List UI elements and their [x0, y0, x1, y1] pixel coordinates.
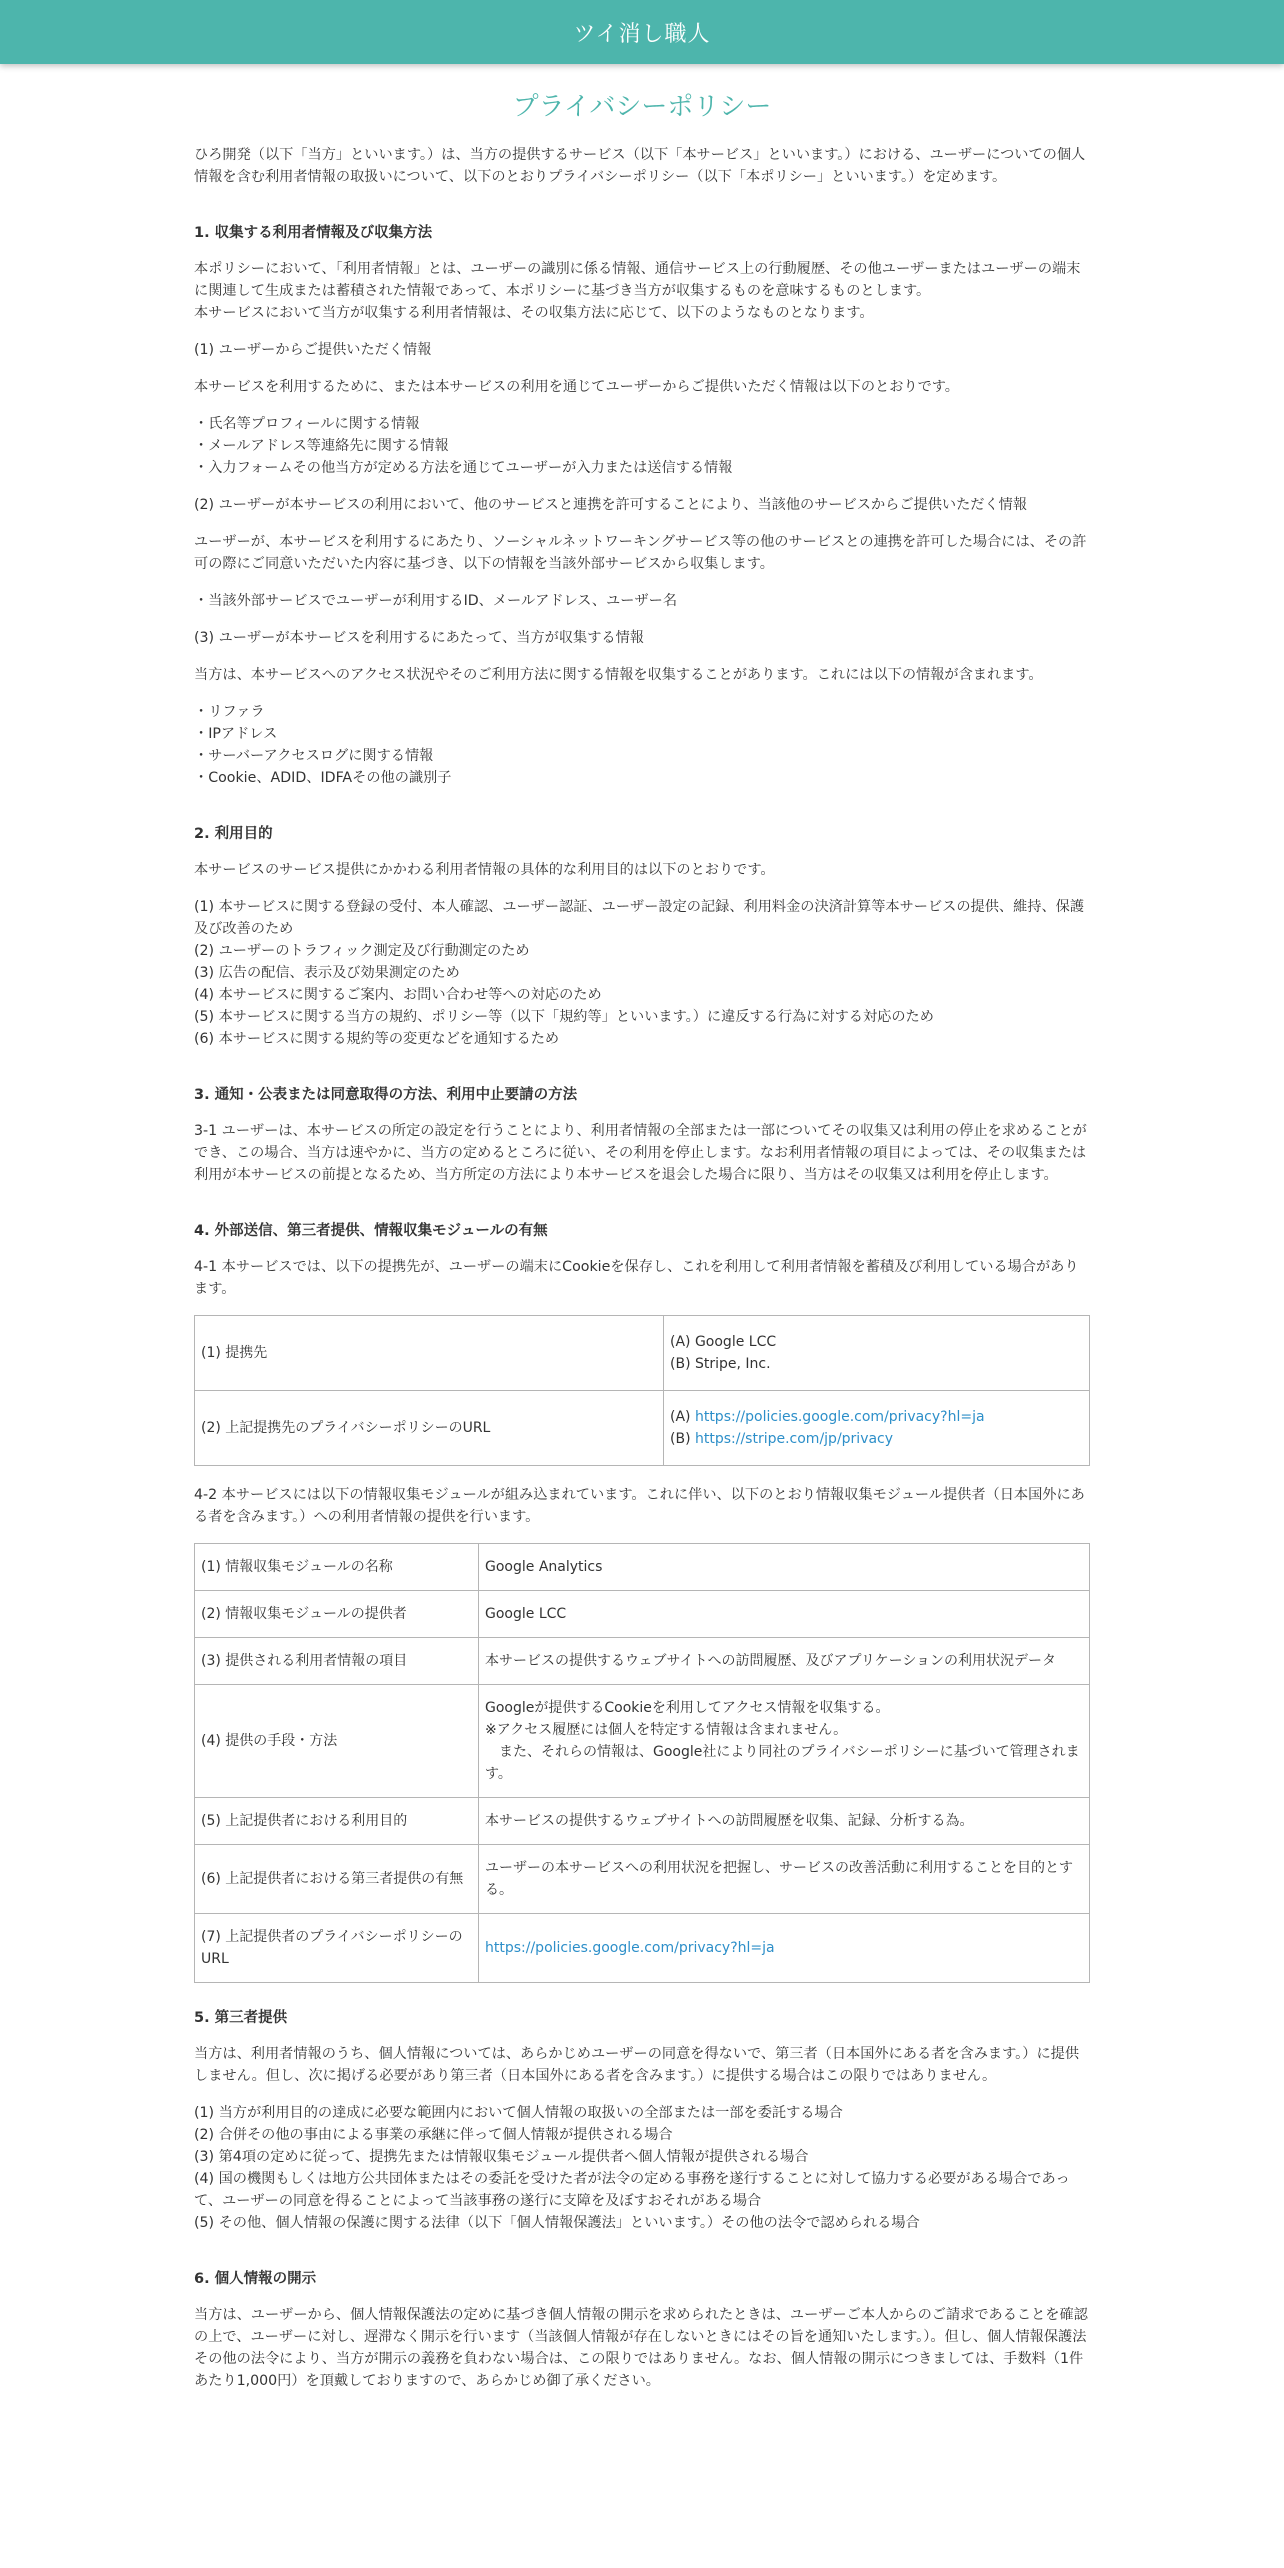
module-purpose-value: 本サービスの提供するウェブサイトへの訪問履歴を収集、記録、分析する為。 [479, 1798, 1090, 1845]
section-1-sub3-list: ・リファラ ・IPアドレス ・サーバーアクセスログに関する情報 ・Cookie、ADID、IDFAその他の識別子 [194, 704, 452, 786]
section-2-heading: 2. 利用目的 [194, 826, 273, 842]
section-1-sub1-list: ・氏名等プロフィールに関する情報 ・メールアドレス等連絡先に関する情報 ・入力フォームその他当方が定める方法を通じてユーザーが入力または送信する情報 [194, 416, 733, 476]
section-1-sub2-title: (2) ユーザーが本サービスの利用において、他のサービスと連携を許可することにより、当該他のサービスからご提供いただく情報 [194, 497, 1028, 513]
module-info-items-label: (3) 提供される利用者情報の項目 [195, 1638, 479, 1685]
section-1-sub2-desc: ユーザーが、本サービスを利用するにあたり、ソーシャルネットワーキングサービス等の他のサービスとの連携を許可した場合には、その許可の際にご同意いただいた内容に基づき、以下の情報を当該外部サービスから収集します。 [194, 534, 1087, 572]
section-4-heading: 4. 外部送信、第三者提供、情報収集モジュールの有無 [194, 1223, 548, 1239]
app-header [0, 0, 1284, 64]
partner-label: (1) 提携先 [195, 1316, 664, 1391]
module-info-items-value: 本サービスの提供するウェブサイトへの訪問履歴、及びアプリケーションの利用状況データ [479, 1638, 1090, 1685]
section-2-list: (1) 本サービスに関する登録の受付、本人確認、ユーザー認証、ユーザー設定の記録、利用料金の決済計算等本サービスの提供、維持、保護及び改善のため (2) ユーザーのトラフィック測定及び行動測定のため (3) 広告の配信、表示及び効果測定のため (4) 本サービスに関するご案内、お問い合わせ等への対応のため (5) 本サービスに関する当方の規約、ポリシー等（以下「規約等」といいます。）に違反する行為に対する対応のため (6) 本サービスに関する規約等の変更などを通知するため [194, 899, 1085, 1047]
page-title: プライバシーポリシー [512, 92, 772, 122]
module-table [194, 1543, 1090, 1983]
url-prefix-a: (A) [670, 1409, 695, 1425]
table-row [195, 1638, 1090, 1685]
section-1-sub1-title: (1) ユーザーからご提供いただく情報 [194, 342, 432, 358]
section-1-heading: 1. 収集する利用者情報及び収集方法 [194, 225, 433, 241]
table-row [195, 1316, 1090, 1391]
google-privacy-link[interactable]: https://policies.google.com/privacy?hl=ja [694, 1409, 985, 1425]
table-row [195, 1391, 1090, 1466]
section-3-desc: 3-1 ユーザーは、本サービスの所定の設定を行うことにより、利用者情報の全部または一部についてその収集又は利用の停止を求めることができ、この場合、当方は速やかに、当方の定めるところに従い、その利用を停止します。なお利用者情報の項目によっては、その収集または利用が本サービスの前提となるため、当方所定の方法により本サービスを退会した場合に限り、当方はその収集又は利用を停止します。 [194, 1123, 1087, 1183]
table-row [195, 1685, 1090, 1798]
section-6-desc: 当方は、ユーザーから、個人情報保護法の定めに基づき個人情報の開示を求められたときは、ユーザーご本人からのご請求であることを確認の上で、ユーザーに対し、遅滞なく開示を行います（当該個人情報が存在しないときにはその旨を通知いたします。）。但し、個人情報保護法その他の法令により、当方が開示の義務を負わない場合は、この限りではありません。なお、個人情報の開示につきましては、手数料（1件あたり1,000円）を頂戴しておりますので、あらかじめ御了承ください。 [194, 2307, 1088, 2389]
module-third-party-label: (6) 上記提供者における第三者提供の有無 [195, 1845, 479, 1914]
module-purpose-label: (5) 上記提供者における利用目的 [195, 1798, 479, 1845]
section-1-sub1-desc: 本サービスを利用するために、または本サービスの利用を通じてユーザーからご提供いただく情報は以下のとおりです。 [194, 379, 959, 395]
section-1-sub2-list: ・当該外部サービスでユーザーが利用するID、メールアドレス、ユーザー名 [194, 593, 678, 609]
url-prefix-b: (B) [670, 1431, 695, 1447]
partner-policy-url-value [664, 1391, 1090, 1466]
section-4-desc-2: 4-2 本サービスには以下の情報収集モジュールが組み込まれています。これに伴い、以下のとおり情報収集モジュール提供者（日本国外にある者を含みます。）への利用者情報の提供を行います。 [194, 1487, 1085, 1525]
partner-table [194, 1315, 1090, 1466]
partner-value: (A) Google LCC (B) Stripe, Inc. [664, 1316, 1090, 1391]
table-row [195, 1544, 1090, 1591]
section-5-heading: 5. 第三者提供 [194, 2010, 288, 2026]
module-method-value: Googleが提供するCookieを利用してアクセス情報を収集する。 ※アクセス履歴には個人を特定する情報は含まれません。 また、それらの情報は、Google社により同社のプライバシーポリシーに基づいて管理されます。 [479, 1685, 1090, 1798]
module-policy-url-label: (7) 上記提供者のプライバシーポリシーのURL [195, 1914, 479, 1983]
section-6-heading: 6. 個人情報の開示 [194, 2271, 317, 2287]
table-row [195, 1845, 1090, 1914]
stripe-privacy-link[interactable]: https://stripe.com/jp/privacy [694, 1431, 894, 1447]
section-1-paragraph: 本ポリシーにおいて、「利用者情報」とは、ユーザーの識別に係る情報、通信サービス上の行動履歴、その他ユーザーまたはユーザーの端末に関連して生成または蓄積された情報であって、本ポリシーに基づき当方が収集するものを意味するものとします。 本サービスにおいて当方が収集する利用者情報は、その収集方法に応じて、以下のようなものとなります。 [194, 261, 1081, 321]
section-1-sub3-desc: 当方は、本サービスへのアクセス状況やそのご利用方法に関する情報を収集することがあります。これには以下の情報が含まれます。 [194, 667, 1043, 683]
module-name-value: Google Analytics [479, 1544, 1090, 1591]
module-policy-url-value [479, 1914, 1090, 1983]
intro-paragraph: ひろ開発（以下「当方」といいます。）は、当方の提供するサービス（以下「本サービス」といいます。）における、ユーザーについての個人情報を含む利用者情報の取扱いについて、以下のとおりプライバシーポリシー（以下「本ポリシー」といいます。）を定めます。 [194, 147, 1086, 185]
google-analytics-privacy-link[interactable]: https://policies.google.com/privacy?hl=ja [485, 1940, 775, 1956]
table-row [195, 1914, 1090, 1983]
module-provider-value: Google LCC [479, 1591, 1090, 1638]
section-3-heading: 3. 通知・公表または同意取得の方法、利用中止要請の方法 [194, 1087, 578, 1103]
section-2-desc: 本サービスのサービス提供にかかわる利用者情報の具体的な利用目的は以下のとおりです。 [194, 862, 775, 878]
partner-policy-url-label: (2) 上記提携先のプライバシーポリシーのURL [195, 1391, 664, 1466]
section-5-desc: 当方は、利用者情報のうち、個人情報については、あらかじめユーザーの同意を得ないで、第三者（日本国外にある者を含みます。）に提供しません。但し、次に掲げる必要があり第三者（日本国外にある者を含みます。）に提供する場合はこの限りではありません。 [194, 2046, 1080, 2084]
section-1-sub3-title: (3) ユーザーが本サービスを利用するにあたって、当方が収集する情報 [194, 630, 644, 646]
privacy-policy-content [194, 64, 1090, 2392]
section-4-desc-1: 4-1 本サービスでは、以下の提携先が、ユーザーの端末にCookieを保存し、これを利用して利用者情報を蓄積及び利用している場合があります。 [194, 1259, 1079, 1297]
module-name-label: (1) 情報収集モジュールの名称 [195, 1544, 479, 1591]
module-method-label: (4) 提供の手段・方法 [195, 1685, 479, 1798]
module-third-party-value: ユーザーの本サービスへの利用状況を把握し、サービスの改善活動に利用することを目的とする。 [479, 1845, 1090, 1914]
table-row [195, 1798, 1090, 1845]
module-provider-label: (2) 情報収集モジュールの提供者 [195, 1591, 479, 1638]
table-row [195, 1591, 1090, 1638]
section-5-list: (1) 当方が利用目的の達成に必要な範囲内において個人情報の取扱いの全部または一部を委託する場合 (2) 合併その他の事由による事業の承継に伴って個人情報が提供される場合 (3) 第4項の定めに従って、提携先または情報収集モジュール提供者へ個人情報が提供される場合 (4) 国の機関もしくは地方公共団体またはその委託を受けた者が法令の定める事務を遂行することに対して協力する必要がある場合であって、ユーザーの同意を得ることによって当該事務の遂行に支障を及ぼすおそれがある場合 (5) その他、個人情報の保護に関する法律（以下「個人情報保護法」といいます。）その他の法令で認められる場合 [194, 2105, 1070, 2231]
app-title: ツイ消し職人 [573, 21, 711, 47]
